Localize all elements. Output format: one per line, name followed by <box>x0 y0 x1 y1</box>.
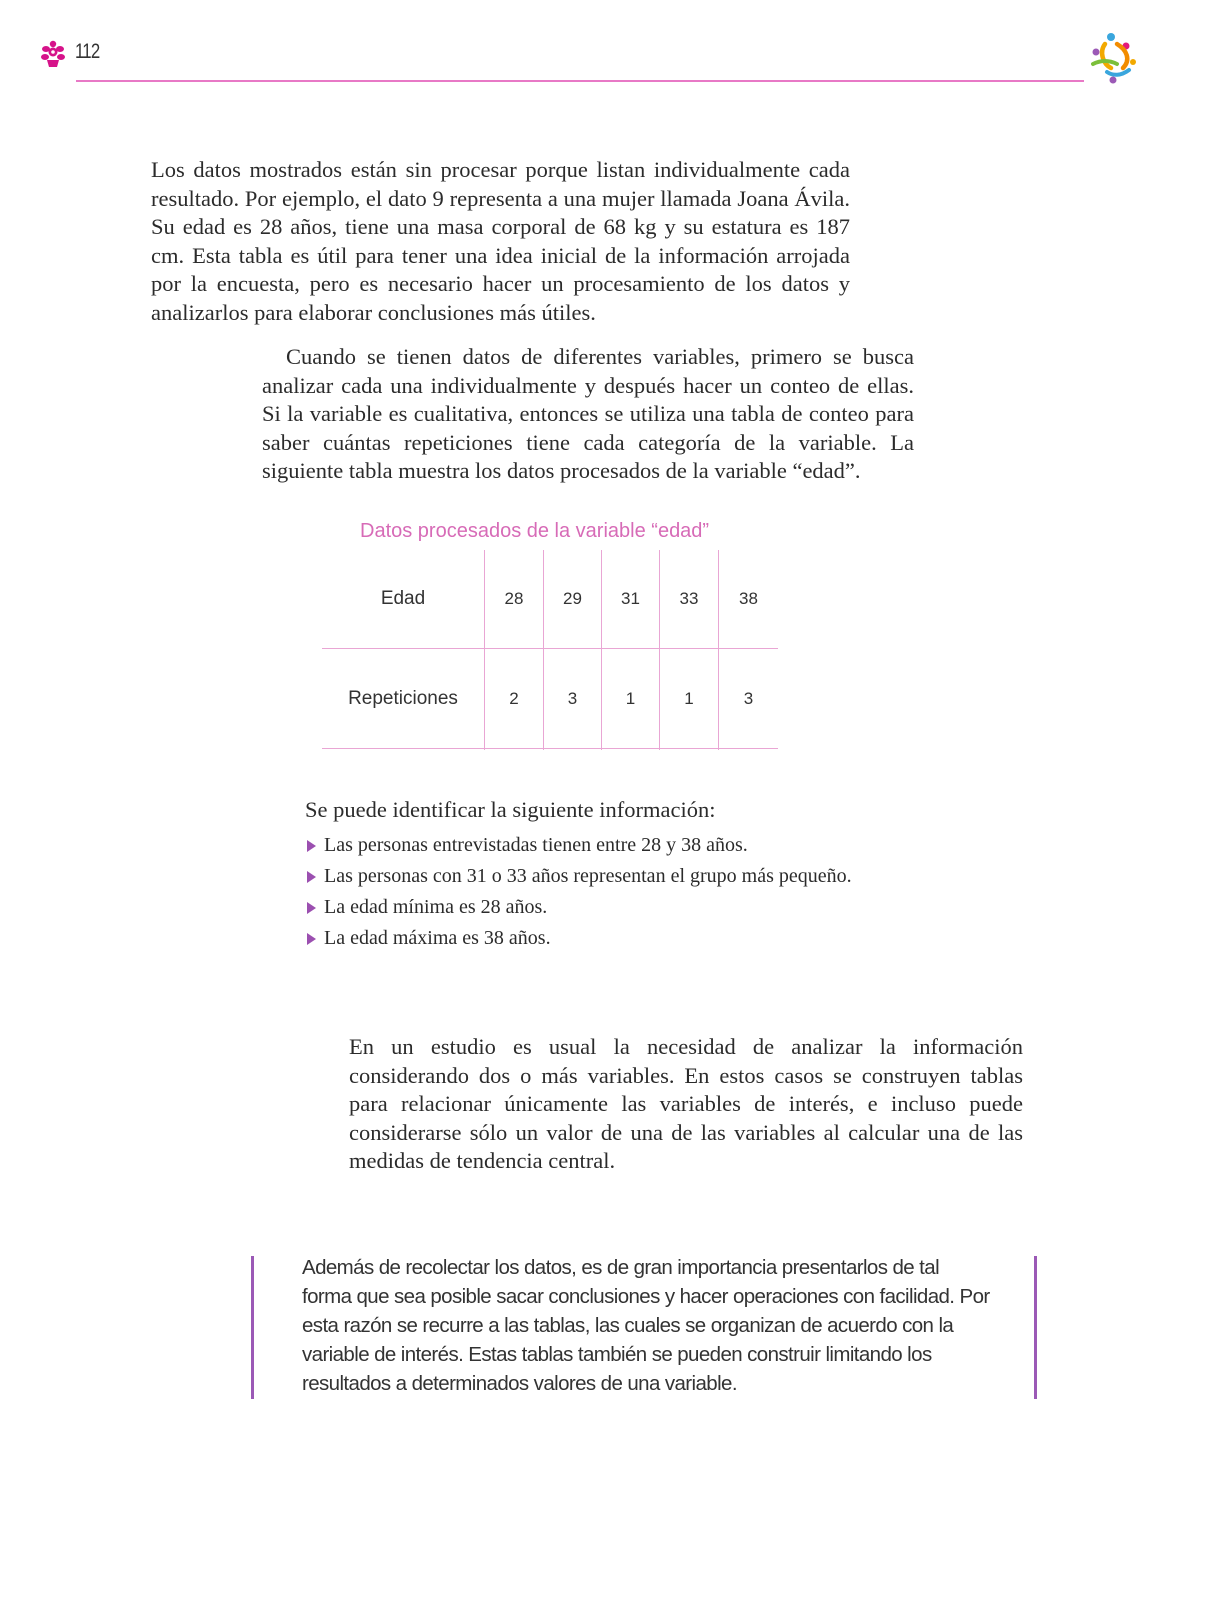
list-item-text: La edad máxima es 38 años. <box>324 927 551 949</box>
header-rule <box>76 80 1084 82</box>
info-list <box>305 830 852 954</box>
list-item <box>305 830 852 861</box>
paragraph-variables: Cuando se tienen datos de diferentes variables, primero se busca analizar cada una individualmente y después hacer un conteo de ellas. Si la variable es cualitativa, entonces se utiliza una tabla de conteo para saber cuántas repeticiones tiene cada categoría de la variable. La siguiente tabla muestra los datos procesados de la variable “edad”. <box>262 344 914 483</box>
list-item-text: La edad mínima es 28 años. <box>324 896 548 918</box>
page-number: 112 <box>75 40 100 63</box>
list-item <box>305 923 852 954</box>
triangle-bullet-icon <box>307 933 316 945</box>
age-cell: 33 <box>679 589 699 608</box>
list-item-text: Las personas entrevistadas tienen entre 28 y 38 años. <box>324 834 748 856</box>
triangle-bullet-icon <box>307 902 316 914</box>
paragraph-intro: Los datos mostrados están sin procesar porque listan individualmente cada resultado. Por ejemplo, el dato 9 representa a una mujer llamada Joana Ávila. Su edad es 28 años, tiene una masa corporal de 68 kg y su estatura es 187 cm. Esta tabla es útil para tener una idea inicial de la información arrojada por la encuesta, pero es necesario hacer un procesamiento de los datos y analizarlos para elaborar conclusiones más útiles. <box>151 157 850 325</box>
count-cell: 3 <box>743 688 754 708</box>
triangle-bullet-icon <box>307 840 316 852</box>
table-title: Datos procesados de la variable “edad” <box>360 520 710 542</box>
row-label-repeticiones: Repeticiones <box>348 687 458 709</box>
count-cell: 3 <box>567 688 578 708</box>
info-heading: Se puede identificar la siguiente información: <box>305 797 716 822</box>
row-label-edad: Edad <box>380 588 426 609</box>
list-item-text: Las personas con 31 o 33 años representan el grupo más pequeño. <box>324 865 852 887</box>
age-cell: 31 <box>621 589 640 608</box>
age-cell: 38 <box>739 589 758 608</box>
triangle-bullet-icon <box>307 871 316 883</box>
table-divider <box>322 748 778 749</box>
count-cell: 1 <box>625 688 636 708</box>
count-cell: 1 <box>684 688 694 708</box>
paragraph-multivariable: En un estudio es usual la necesidad de analizar la información considerando dos o más variables. En estos casos se construyen tablas para relacionar únicamente las variables de interés, e incluso puede considerarse sólo un valor de una de las variables al calcular una de las medidas de tendencia central. <box>349 1034 1023 1173</box>
list-item <box>305 892 852 923</box>
age-cell: 28 <box>504 589 524 608</box>
count-cell: 2 <box>509 688 519 708</box>
note-right-bar <box>1034 1256 1037 1399</box>
note-text: Además de recolectar los datos, es de gran importancia presentarlos de tal forma que sea posible sacar conclusiones y hacer operaciones con facilidad. Por esta razón se recurre a las tablas, las cuales se organizan de acuerdo con la variable de interés. Estas tablas también se pueden construir limitando los resultados a determinados valores de una variable. <box>302 1256 990 1395</box>
note-left-bar <box>251 1256 254 1399</box>
flower-ornament-icon <box>40 40 66 68</box>
colorful-figure-logo-icon <box>1087 30 1141 86</box>
list-item <box>305 861 852 892</box>
age-cell: 29 <box>563 589 582 608</box>
